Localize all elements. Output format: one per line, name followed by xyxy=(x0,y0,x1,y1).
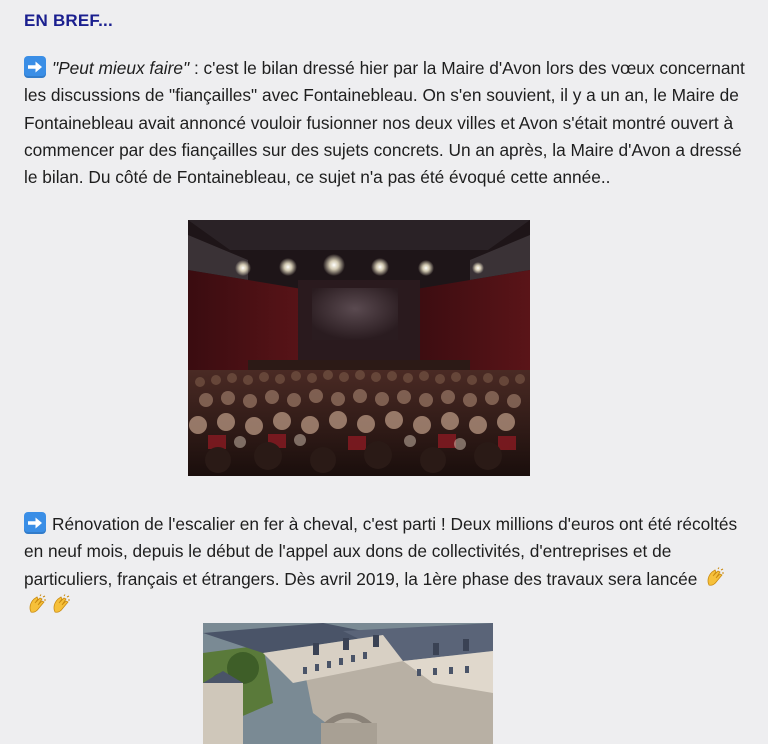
clapping-hands-icon xyxy=(704,567,726,589)
news-item-1 xyxy=(24,55,746,191)
chateau-aerial-photo xyxy=(203,623,493,744)
right-arrow-icon xyxy=(24,512,46,534)
news-item-2 xyxy=(24,511,746,620)
item-2-text: Rénovation de l'escalier en fer à cheval, c'est parti ! Deux millions d'euros ont été récoltés en neuf mois, depuis le début de l'appel aux dons de collectivités, d'entreprises et de particuliers, français et étrangers. Dès avril 2019, la 1ère phase des travaux sera lancée xyxy=(24,514,738,589)
section-heading: EN BREF... xyxy=(24,11,113,30)
theater-audience-photo xyxy=(188,220,530,476)
clapping-hands-icon xyxy=(50,594,72,616)
right-arrow-icon xyxy=(24,56,46,78)
item-1-text: : c'est le bilan dressé hier par la Maire d'Avon lors des vœux concernant les discussions de "fiançailles" avec Fontainebleau. On s'en souvient, il y a un an, le Maire de Fontainebleau avait annoncé vouloir fusionner nos deux villes et Avon s'était montré ouvert à commencer par des fiançailles sur des sujets concrets. Un an après, la Maire d'Avon a dressé le bilan. Du côté de Fontainebleau, ce sujet n'a pas été évoqué cette année.. xyxy=(24,58,745,188)
quote-text: "Peut mieux faire" xyxy=(52,58,190,78)
clapping-hands-icon xyxy=(26,594,48,616)
